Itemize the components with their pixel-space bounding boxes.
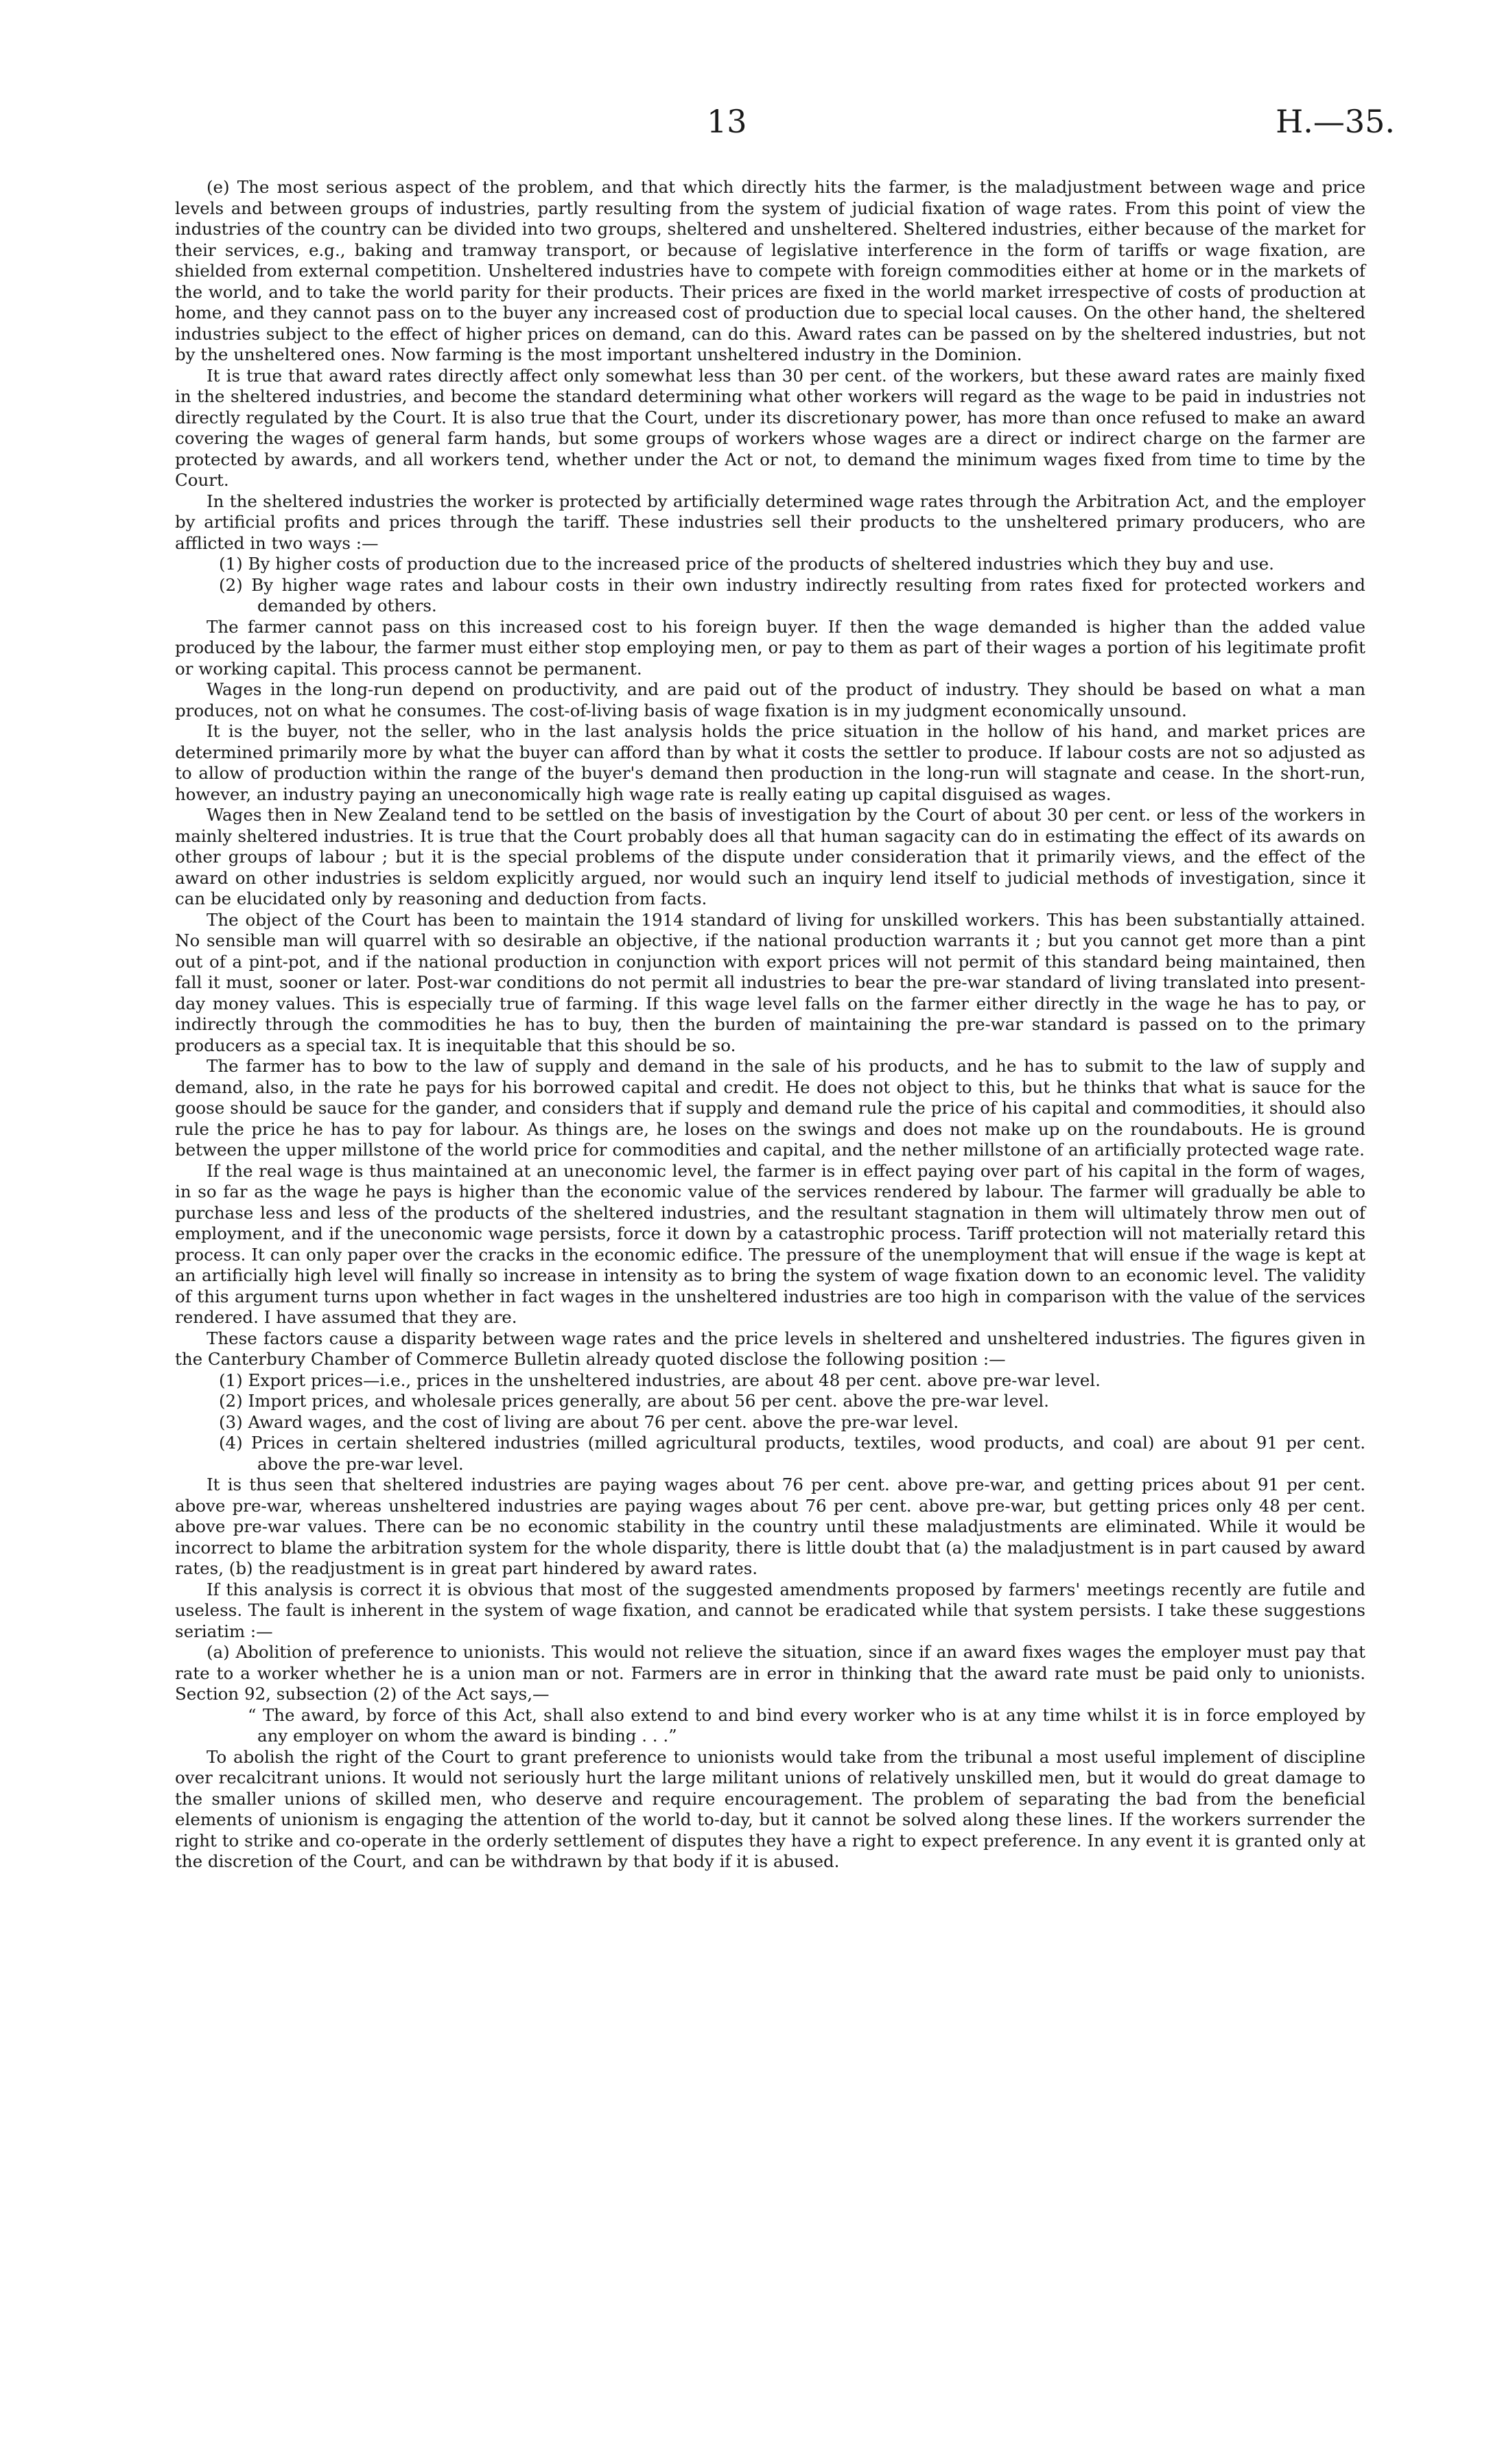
paragraph-court-investigation: Wages then in New Zealand tend to be settled on the basis of investigation by the Court of about 30 per cent. or less of the workers in mainly sheltered industries. It is true that the Court probably does all that human sagacity can do in estimating the effect of its awards on other groups of labour ; but it is the special problems of the dispute under consideration that it primarily views, and the effect of the award on other industries is seldom explicitly argued, nor would such an inquiry lend itself to judicial methods of investigation, since it can be elucidated only by reasoning and deduction from facts. (175, 805, 1365, 908)
paragraph-productivity: Wages in the long-run depend on productivity, and are paid out of the product of industry. They should be based on what a man produces, not on what he consumes. The cost-of-living basis of wage fixation is in my judgment economically unsound. (175, 679, 1365, 720)
paragraph-buyer: It is the buyer, not the seller, who in the last analysis holds the price situation in the hollow of his hand, and market prices are determined primarily more by what the buyer can afford than by what it costs the settler to produce. If labour costs are not so adjusted as to allow of production within the range of the buyer's demand then production in the long-run will stagnate and cease. In the short-run, however, an industry paying an uneconomically high wage rate is really eating up capital disguised as wages. (175, 721, 1365, 804)
page-number: 13 (707, 103, 747, 140)
body-text (175, 177, 1365, 1873)
paragraph-sheltered-unsheltered: (e) The most serious aspect of the problem, and that which directly hits the farmer, is the maladjustment between wage and price levels and between groups of industries, partly resulting from the system of judicial fixation of wage rates. From this point of view the industries of the country can be divided into two groups, sheltered and unsheltered. Sheltered industries, either because of the market for their services, e.g., baking and tramway transport, or because of legislative interference in the form of tariffs or wage fixation, are shielded from external competition. Unsheltered industries have to compete with foreign commodities either at home or in the markets of the world, and to take the world parity for their products. Their prices are fixed in the world market irrespective of costs of production at home, and they cannot pass on to the buyer any increased cost of production due to special local causes. On the other hand, the sheltered industries subject to the effect of higher prices on demand, can do this. Award rates can be passed on by the sheltered industries, but not by the unsheltered ones. Now farming is the most important unsheltered industry in the Dominion. (175, 177, 1365, 364)
paragraph-award-rates: It is true that award rates directly affect only somewhat less than 30 per cent. of the workers, but these award rates are mainly fixed in the sheltered industries, and become the standard determining what other workers will regard as the wage to be paid in industries not directly regulated by the Court. It is also true that the Court, under its discretionary power, has more than once refused to make an award covering the wages of general farm hands, but some groups of workers whose wages are a direct or indirect charge on the farmer are protected by awards, and all workers tend, whether under the Act or not, to demand the minimum wages fixed from time to time by the Court. (175, 365, 1365, 490)
paragraph-two-ways: In the sheltered industries the worker is protected by artificially determined wage rates through the Arbitration Act, and the employer by artificial profits and prices through the tariff. These industries sell their products to the unsheltered primary producers, who are afflicted in two ways :— (175, 491, 1365, 553)
paragraph-abolition-preference: (a) Abolition of preference to unionists. This would not relieve the situation, since if an award fixes wages the employer must pay that rate to a worker whether he is a union man or not. Farmers are in error in thinking that the award rate must be paid only to unionists. Section 92, subsection (2) of the Act says,— (175, 1642, 1365, 1704)
list-item: (2) By higher wage rates and labour costs in their own industry indirectly resulting from rates fixed for protected workers and demanded by others. (219, 574, 1365, 615)
list-item: (1) By higher costs of production due to the increased price of the products of sheltered industries which they buy and use. (219, 554, 1274, 574)
list-item: (4) Prices in certain sheltered industries (milled agricultural products, textiles, wood products, and coal) are about 91 per cent. above the pre-war level. (219, 1433, 1365, 1474)
figures-list (175, 1370, 1365, 1475)
list-item: (3) Award wages, and the cost of living are about 76 per cent. above the pre-war level. (219, 1411, 959, 1432)
paragraph-final: To abolish the right of the Court to grant preference to unionists would take from the tribunal a most useful implement of discipline over recalcitrant unions. It would not seriously hurt the large militant unions of relatively unskilled men, but it would do great damage to the smaller unions of skilled men, who deserve and require encouragement. The problem of separating the bad from the beneficial elements of unionism is engaging the attention of the world to-day, but it cannot be solved along these lines. If the workers surrender the right to strike and co-operate in the orderly settlement of disputes they have a right to expect preference. In any event it is granted only at the discretion of the Court, and can be withdrawn by that body if it is abused. (175, 1746, 1365, 1871)
page-header (0, 103, 1491, 144)
ways-list (175, 554, 1365, 617)
act-quotation: “ The award, by force of this Act, shall also extend to and bind every worker who is at any time whilst it is in force employed by any employer on whom the award is binding . . .” (248, 1704, 1365, 1746)
list-item: (1) Export prices—i.e., prices in the unsheltered industries, are about 48 per cent. above pre-war level. (219, 1370, 1101, 1390)
paragraph-thus-seen: It is thus seen that sheltered industries are paying wages about 76 per cent. above pre-war, and getting prices about 91 per cent. above pre-war, whereas unsheltered industries are paying wages about 76 per cent. above pre-war, but getting prices only 48 per cent. above pre-war values. There can be no economic stability in the country until these maladjustments are eliminated. While it would be incorrect to blame the arbitration system for the whole disparity, there is little doubt that (a) the maladjustment is in part caused by award rates, (b) the readjustment is in great part hindered by award rates. (175, 1475, 1365, 1578)
paragraph-supply-demand: The farmer has to bow to the law of supply and demand in the sale of his products, and he has to submit to the law of supply and demand, also, in the rate he pays for his borrowed capital and credit. He does not object to this, but he thinks that what is sauce for the goose should be sauce for the gander, and considers that if supply and demand rule the price of his capital and commodities, it should also rule the price he has to pay for labour. As things are, he loses on the swings and does not make up on the roundabouts. He is ground between the upper millstone of the world price for commodities and capital, and the nether millstone of an artificially protected wage rate. (175, 1056, 1365, 1160)
paragraph-real-wage: If the real wage is thus maintained at an uneconomic level, the farmer is in effect paying over part of his capital in the form of wages, in so far as the wage he pays is higher than the economic value of the services rendered by labour. The farmer will gradually be able to purchase less and less of the products of the sheltered industries, and the resultant stagnation in them will ultimately throw men out of employment, and if the uneconomic wage persists, force it down by a catastrophic process. Tariff protection will not materially retard this process. It can only paper over the cracks in the economic edifice. The pressure of the unemployment that will ensue if the wage is kept at an artificially high level will finally so increase in intensity as to bring the system of wage fixation down to an economic level. The validity of this argument turns upon whether in fact wages in the unsheltered industries are too high in comparison with the value of the services rendered. I have assumed that they are. (175, 1160, 1365, 1327)
paragraph-1914-standard: The object of the Court has been to maintain the 1914 standard of living for unskilled workers. This has been substantially attained. No sensible man will quarrel with so desirable an objective, if the national production warrants it ; but you cannot get more than a pint out of a pint-pot, and if the national production in conjunction with export prices will not permit of this standard being maintained, then fall it must, sooner or later. Post-war conditions do not permit all industries to bear the pre-war standard of living translated into present-day money values. This is especially true of farming. If this wage level falls on the farmer either directly in the wage he has to pay, or indirectly through the commodities he has to buy, then the burden of maintaining the pre-war standard is passed on to the primary producers as a special tax. It is inequitable that this should be so. (175, 909, 1365, 1055)
paragraph-analysis: If this analysis is correct it is obvious that most of the suggested amendments proposed by farmers' meetings recently are futile and useless. The fault is inherent in the system of wage fixation, and cannot be eradicated while that system persists. I take these suggestions seriatim :— (175, 1579, 1365, 1641)
paragraph-foreign-buyer: The farmer cannot pass on this increased cost to his foreign buyer. If then the wage demanded is higher than the added value produced by the labour, the farmer must either stop employing men, or pay to them as part of their wages a portion of his legitimate profit or working capital. This process cannot be permanent. (175, 616, 1365, 679)
document-reference: H.—35. (1276, 103, 1395, 140)
paragraph-disparity: These factors cause a disparity between wage rates and the price levels in sheltered and unsheltered industries. The figures given in the Canterbury Chamber of Commerce Bulletin already quoted disclose the following position :— (175, 1328, 1365, 1369)
list-item: (2) Import prices, and wholesale prices generally, are about 56 per cent. above the pre-war level. (219, 1391, 1049, 1411)
